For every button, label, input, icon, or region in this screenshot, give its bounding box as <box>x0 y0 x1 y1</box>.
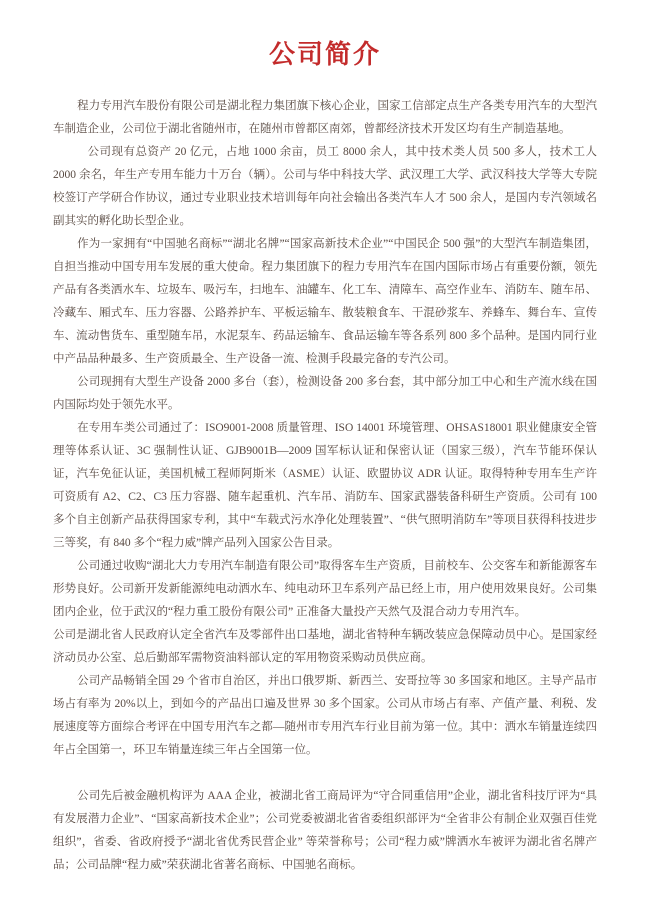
paragraph-market-share: 公司产品畅销全国 29 个省市自治区，并出口俄罗斯、新西兰、安哥拉等 30 多国家和地区。主导产品市场占有率为 20%以上，到如今的产品出口遍及世界 30 多个国家。公司从市场占有率、产值产量、利税、发展速度等方面综合考评在中国专用汽车之都—随州市专用汽车行业目前为第一位。其中：洒水车销量连续四年占全国第一，环卫车销量连续三年占全国第一位。 <box>53 675 597 756</box>
paragraph-brands-products: 作为一家拥有“中国驰名商标”“湖北名牌”“国家高新技术企业”“中国民企 500 强”的大型汽车制造集团，自担当推动中国专用车发展的重大使命。程力集团旗下的程力专用汽车在国内国际市场占有重要份额，领先产品有各类洒水车、垃圾车、吸污车，扫地车、油罐车、化工车、清障车、高空作业车、消防车、随车吊、冷藏车、厢式车、压力容器、公路养护车、平板运输车、散装粮食车、干混砂浆车、养蜂车、舞台车、宣传车、流动售货车、重型随车吊，水泥泵车、药品运输车、食品运输车等各系列 800 多个品种。是国内同行业中产品品种最多、生产资质最全、生产设备一流、检测手段最完备的专汽公司。 <box>53 238 597 365</box>
document-body <box>53 95 597 877</box>
paragraph-export-base: 公司是湖北省人民政府认定全省汽车及零部件出口基地，湖北省特种车辆改装应急保障动员中心。是国家经济动员办公室、总后勤部军需物资油料部认定的军用物资采购动员供应商。 <box>53 629 597 664</box>
paragraph-acquisition-newenergy: 公司通过收购“湖北大力专用汽车制造有限公司”取得客车生产资质，目前校车、公交客车和新能源客车形势良好。公司新开发新能源纯电动洒水车、纯电动环卫车系列产品已经上市，用户使用效果良好。公司集团内企业，位于武汉的“程力重工股份有限公司” 正准备大量投产天然气及混合动力专用汽车。 <box>53 560 597 618</box>
page-title: 公司简介 <box>268 40 381 69</box>
paragraph-certifications: 在专用车类公司通过了：ISO9001-2008 质量管理、ISO 14001 环境管理、OHSAS18001 职业健康安全管理等体系认证、3C 强制性认证、GJB9001B—2009 国军标认证和保密认证（国家三级），汽车节能环保认证，汽车免征认证，美国机械工程师阿斯米（ASME）认证、欧盟协议 ADR 认证。取得特种专用车生产许可资质有 A2、C2、C3 压力容器、随车起重机、汽车吊、消防车、国家武器装备科研生产资质。公司有 100 多个自主创新产品获得国家专利，其中“车载式污水净化处理装置”、“供气照明消防车”等项目获得科技进步三等奖，有 840 多个“程力威”牌产品列入国家公告目录。 <box>53 422 597 549</box>
paragraph-company-overview: 程力专用汽车股份有限公司是湖北程力集团旗下核心企业，国家工信部定点生产各类专用汽车的大型汽车制造企业，公司位于湖北省随州市，在随州市曾都区南郊，曾都经济技术开发区均有生产制造基地。 <box>53 100 597 135</box>
paragraph-production-equipment: 公司现拥有大型生产设备 2000 多台（套），检测设备 200 多台套，其中部分加工中心和生产流水线在国内国际均处于领先水平。 <box>53 376 597 411</box>
paragraph-assets-staff: 公司现有总资产 20 亿元，占地 1000 余亩，员工 8000 余人，其中技术类人员 500 多人，技术工人 2000 余名，年生产专用车能力十万台（辆）。公司与华中科技大学、武汉理工大学、武汉科技大学等大专院校签订产学研合作协议，通过专业职业技术培训每年向社会输出各类汽车人才 500 余人，是国内专汽领域名副其实的孵化助长型企业。 <box>53 146 597 227</box>
paragraph-honors: 公司先后被金融机构评为 AAA 企业，被湖北省工商局评为“守合同重信用”企业，湖北省科技厅评为“具有发展潜力企业”、“国家高新技术企业”；公司党委被湖北省省委组织部评为“全省非公有制企业双强百佳党组织”，省委、省政府授予“湖北省优秀民营企业” 等荣誉称号；公司“程力威”牌洒水车被评为湖北省名牌产品；公司品牌“程力威”荣获湖北省著名商标、中国驰名商标。 <box>53 790 597 871</box>
